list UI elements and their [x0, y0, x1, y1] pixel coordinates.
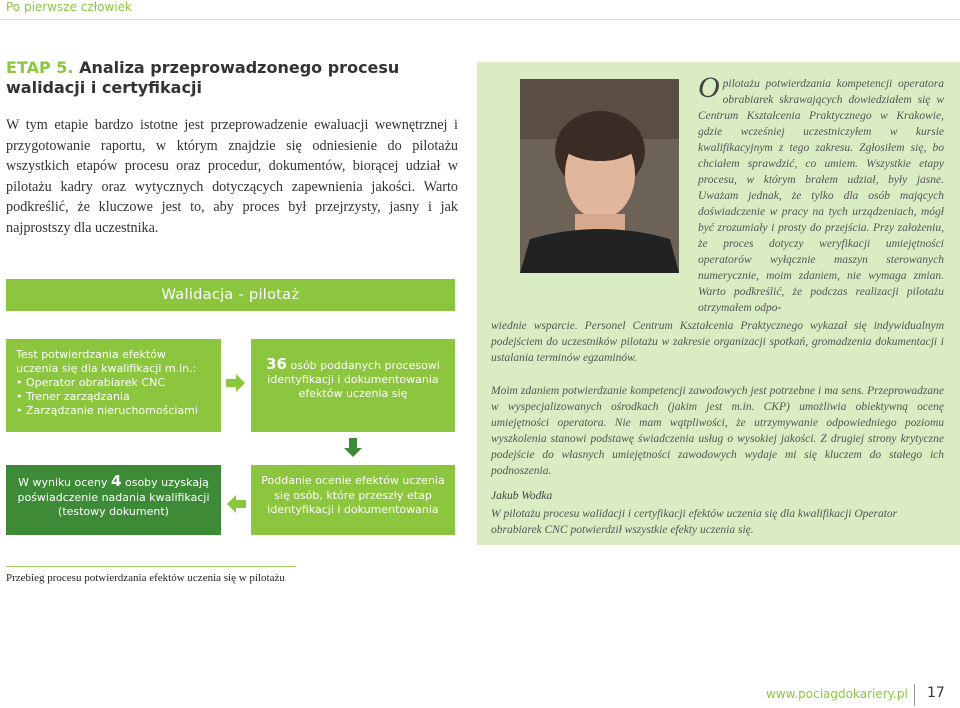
- qualification-list: [16, 376, 211, 418]
- result-box: [6, 465, 221, 535]
- participants-text: osób poddanych procesowi identyfikacji i dokumentowania efektów uczenia się: [267, 359, 440, 400]
- list-item: • Trener zarządzania: [16, 390, 211, 404]
- page-number: 17: [927, 685, 945, 701]
- test-box-heading: Test potwierdzania efektów uczenia się dla kwalifikacji m.in.:: [16, 348, 197, 375]
- footer-divider: [914, 684, 915, 706]
- website-link[interactable]: www.pociagdokariery.pl: [766, 687, 908, 701]
- running-header: Po pierwsze człowiek: [6, 0, 132, 14]
- result-count: 4: [111, 472, 122, 490]
- section-title: [6, 58, 456, 98]
- testimonial-continuation: wiednie wsparcie. Personel Centrum Kształcenia Praktycznego wykazał się indywidualnym podejściem do uczestników pilotażu w zakresie organizacji spotkań, gromadzenia dokumentacji i ustalania terminów egzaminów.: [491, 320, 944, 364]
- author-note: W pilotażu procesu walidacji i certyfikacji efektów uczenia się dla kwalifikacji Operator obrabiarek CNC potwierdził wszystkie efekty uczenia się.: [491, 508, 898, 536]
- stage-number: ETAP 5.: [6, 58, 74, 77]
- arrow-down-icon: [343, 438, 363, 458]
- test-box: [6, 339, 221, 432]
- result-text-after: osoby uzyskają poświadczenie nadania kwalifikacji (testowy dokument): [17, 476, 210, 518]
- list-item: • Zarządzanie nieruchomościami: [16, 404, 211, 418]
- header-rule: [0, 19, 960, 20]
- drop-cap: O: [698, 71, 720, 104]
- diagram-banner: Walidacja - pilotaż: [6, 279, 455, 311]
- caption-rule: [6, 566, 296, 567]
- portrait-illustration: [520, 79, 679, 273]
- figure-caption: Przebieg procesu potwierdzania efektów uczenia się w pilotażu: [6, 572, 285, 584]
- participant-photo: [520, 79, 679, 273]
- arrow-right-icon: [226, 373, 246, 393]
- author-name: Jakub Wodka: [491, 490, 553, 502]
- participants-box: [251, 339, 455, 432]
- testimonial-text: pilotażu potwierdzania kompetencji operatora obrabiarek skrawających dowiedziałem się w Centrum Kształcenia Praktycznego w Krakowie, gdzie wcześniej uczestniczyłem w kursie kwalifikacyjnym z tego zakresu. Zgłosiłem się, bo chciałem sprawdzić, co umiem. Wszystkie etapy procesu, w którym brałem udział, były jasne. Uważam jednak, że tylko dla osób mających doświadczenie w pracy na tych urządzeniach, mógł być zrozumiały i prosty do przejścia. Przy założeniu, że proces dotyczy weryfikacji umiejętności operatorów wyłącznie maszyn sterowanych numerycznie, moim zdaniem, nie wymaga zmian. Warto podkreślić, że podczas realizacji pilotażu otrzymałem odpo-: [698, 78, 944, 314]
- participants-count: 36: [266, 355, 287, 373]
- intro-paragraph: W tym etapie bardzo istotne jest przeprowadzenie ewaluacji wewnętrznej i przygotowanie raportu, w którym znajdzie się odniesienie do pilotażu wszystkich etapów procesu oraz procedur, dokumentów, biorącej udział w pilotażu kadry oraz wytycznych dotyczących zapewnienia jakości. Warto podkreślić, że kluczowe jest to, aby proces był przejrzysty, jasny i jak najprostszy dla uczestnika.: [6, 117, 458, 236]
- review-box: Poddanie ocenie efektów uczenia się osób, które przeszły etap identyfikacji i dokumentowania: [251, 465, 455, 535]
- stage-title-text: Analiza przeprowadzonego procesu walidacji i certyfikacji: [6, 58, 400, 97]
- result-text-before: W wyniku oceny: [18, 476, 112, 489]
- testimonial-intro: [698, 71, 944, 316]
- list-item: • Operator obrabiarek CNC: [16, 376, 211, 390]
- testimonial-paragraph-2: Moim zdaniem potwierdzanie kompetencji zawodowych jest potrzebne i ma sens. Przeprowadzane w wyspecjalizowanych ośrodkach (jakim jest m.in. CKP) umożliwia obiektywną ocenę umiejętności operatora. Nie mam wątpliwości, że utrzymywanie odpowiedniego poziomu wyszkolenia stanowi podstawę świadczenia usług o wysokiej jakości. Z drugiej strony krytyczne podejście do własnych umiejętności zawodowych wydaje mi się kluczem do stałego ich podnoszenia.: [491, 385, 944, 477]
- arrow-left-icon: [226, 494, 246, 514]
